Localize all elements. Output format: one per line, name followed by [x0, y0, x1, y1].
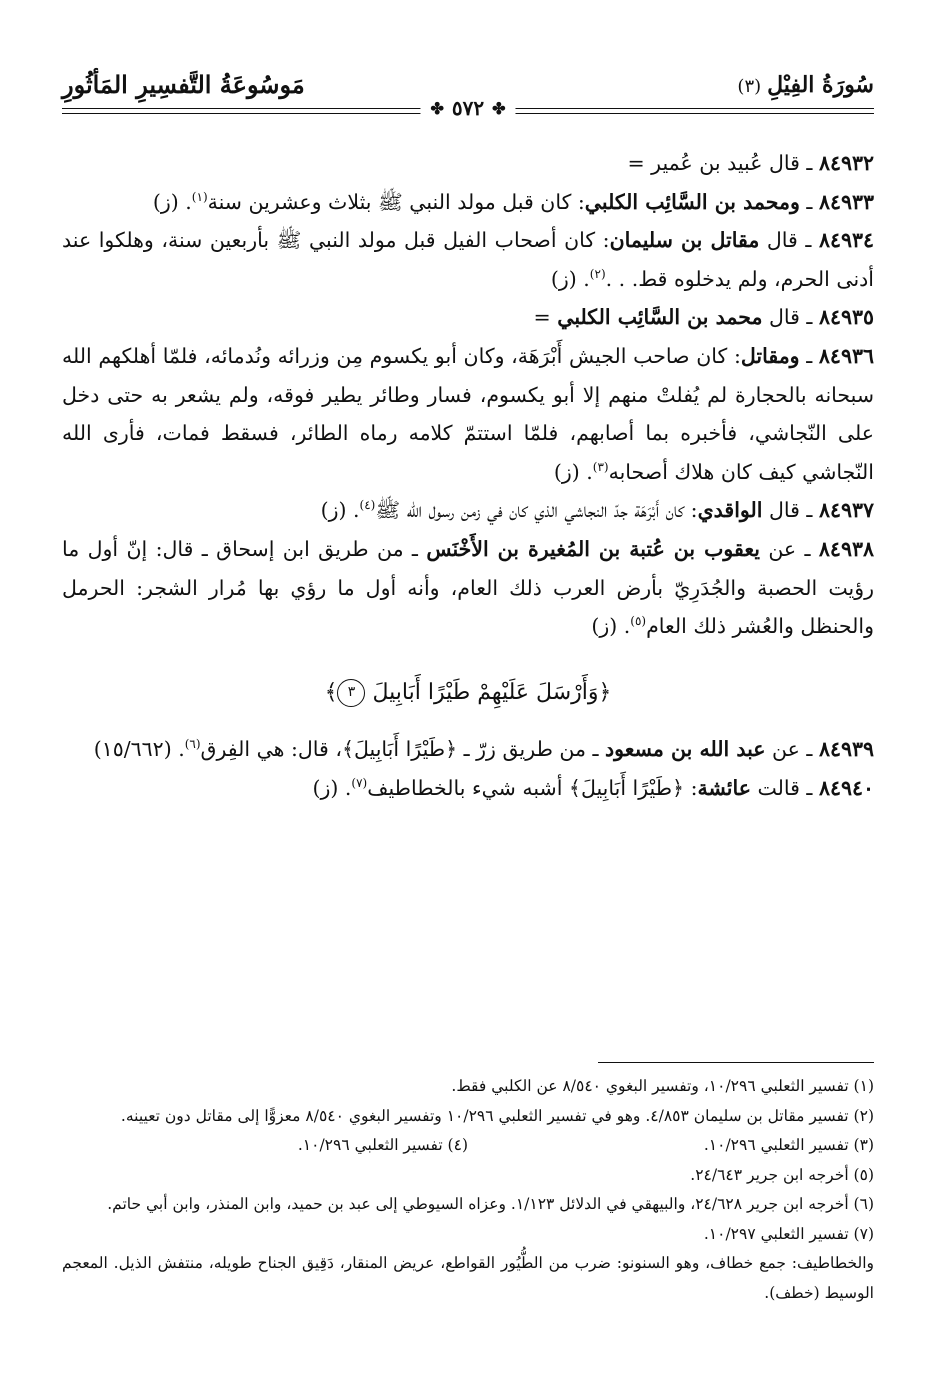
footnote: (٢) تفسير مقاتل بن سليمان ٤/٨٥٣. وهو في تفسير الثعلبي ١٠/٢٩٦ وتفسير البغوي ٨/٥٤٠ معزوًّا إلى مقاتل دون تعيينه.: [120, 1106, 874, 1125]
footnote-note: والخطاطيف: جمع خطاف، وهو السنونو: ضرب من الطُّيُور القواطع، عريض المنقار، دَقِيق الجناح طويله، منتفش الذيل. المعجم الوسيط (خطف).: [62, 1254, 874, 1302]
book-page: [62, 70, 874, 1350]
entry-number: ٨٤٩٣٨: [818, 536, 874, 561]
ornament-icon: ✤: [430, 98, 444, 118]
book-title: مَوسُوعَةُ التَّفسِيرِ المَأثُورِ: [62, 70, 305, 99]
entry-number: ٨٤٩٣٦: [818, 343, 874, 368]
entry: [62, 144, 874, 183]
narrator-name: ومقاتل: [740, 343, 800, 368]
source-mark: . (ز): [553, 459, 593, 484]
entry-text: =: [533, 305, 558, 330]
verse-ref: (٣): [737, 76, 762, 97]
footnote: (١) تفسير الثعلبي ١٠/٢٩٦، وتفسير البغوي ٨/٥٤٠ عن الكلبي فقط.: [451, 1077, 874, 1095]
entry-text: : كان قبل مولد النبي ﷺ بثلاث وعشرين سنة: [207, 189, 585, 214]
entry: [62, 491, 874, 530]
entry-prefix: ـ قال: [762, 305, 819, 330]
entry-prefix: ـ قال: [759, 228, 819, 253]
entry-text: : كان صاحب الجيش أَبْرَهَة، وكان أبو يكسوم مِن وزرائه ونُدمائه، فلمّا أهلكهم الله سبحانه بالحجارة لم يُفلتْ منهم إلا أبو يكسوم، فسار وطائر يطير فوقه، ولم يشعر به حتى دخل على النّجاشي، فأخبره بما أصابهم، فلمّا استتمّ كلامه رماه الطائر، فسقط فمات، فأرى الله النّجاشي كيف كان هلاك أصحابه: [62, 343, 874, 484]
footnote: (٦) أخرجه ابن جرير ٢٤/٦٢٨، والبيهقي في الدلائل ١/١٢٣. وعزاه السيوطي إلى عبد بن حميد، وابن المنذر، وابن أبي حاتم.: [107, 1195, 874, 1213]
source-mark: . (ز): [591, 614, 631, 639]
entry-text: : كان أصحاب الفيل قبل مولد النبي ﷺ بأربعين سنة، وهلكوا عند أدنى الحرم، ولم يدخلوه قط. . .: [62, 228, 874, 291]
footnote-pair: [62, 1131, 874, 1161]
source-mark: . (ز): [312, 775, 352, 800]
narrator-name: مقاتل بن سليمان: [609, 228, 760, 253]
verse-number-icon: ٣: [337, 679, 365, 707]
entry-prefix: ـ قال: [762, 151, 819, 175]
footnote-ref[interactable]: (٢): [589, 266, 606, 281]
entry-text: : ﴿طَيْرًا أَبَابِيلَ﴾ أشبه شيء بالخطاطيف: [367, 775, 698, 800]
entry-number: ٨٤٩٣٧: [818, 498, 874, 523]
source-mark: . (ز): [152, 189, 192, 214]
ornament-icon: ✤: [492, 98, 506, 118]
entry-text: ـ من طريق زرّ ـ ﴿طَيْرًا أَبَابِيلَ﴾، قال: هي الفِرق: [200, 737, 606, 762]
entry-text: : كان أَبْرَهَة جدّ النجاشي الذي كان في زمن رسول الله ﷺ: [375, 498, 698, 523]
narrator-name: الواقدي: [697, 498, 763, 523]
footnote-ref[interactable]: (١): [191, 189, 208, 204]
verse-text: ﴿وَأَرْسَلَ عَلَيْهِمْ طَيْرًا أَبَابِيلَ: [372, 679, 612, 705]
entry-text: عُبيد بن عُمير =: [627, 151, 763, 175]
entry-number: ٨٤٩٤٠: [818, 775, 874, 800]
footnote-separator: [598, 1062, 874, 1063]
footnote-ref[interactable]: (٧): [351, 776, 368, 791]
entry: [62, 337, 874, 491]
footnote-ref[interactable]: (٦): [184, 737, 201, 752]
narrator-name: عبد الله بن مسعود: [605, 737, 766, 762]
entry: [62, 298, 874, 337]
footnote-ref[interactable]: (٥): [630, 614, 647, 629]
entry-prefix: ـ: [799, 343, 819, 368]
footnote: (٣) تفسير الثعلبي ١٠/٢٩٦.: [703, 1136, 874, 1154]
entry-text: ـ من طريق ابن إسحاق ـ قال: إنّ أول ما رؤيت الحصبة والجُدَرِيّ بأرض العرب ذلك العام، وأنه أول ما رؤي بها مُرار الشجر: الحرمل والحنظل والعُشر ذلك العام: [62, 536, 874, 639]
footnote: (٧) تفسير الثعلبي ١٠/٢٩٧.: [703, 1224, 874, 1243]
quran-verse: [62, 674, 874, 713]
narrator-name: عائشة: [697, 775, 751, 800]
footnotes: [62, 1072, 874, 1308]
main-text: [62, 144, 874, 808]
entry-prefix: ـ: [799, 189, 819, 214]
source-mark: . (ز): [320, 498, 360, 523]
entry-prefix: ـ عن: [759, 536, 819, 561]
entry-prefix: ـ عن: [765, 737, 819, 762]
narrator-name: محمد بن السَّائِب الكلبي: [557, 305, 763, 330]
verse-close-bracket: ﴾: [324, 679, 338, 705]
entry-prefix: ـ قال: [762, 498, 819, 523]
source-mark: . (ز): [550, 266, 590, 291]
entry: [62, 530, 874, 646]
entry-number: ٨٤٩٣٣: [818, 189, 874, 214]
entry: [62, 221, 874, 298]
entry-prefix: ـ قالت: [750, 775, 819, 800]
entry: [62, 769, 874, 808]
source-mark: . (١٥/٦٦٢): [93, 737, 185, 762]
footnote-ref[interactable]: (٣): [592, 459, 609, 474]
entry-number: ٨٤٩٣٥: [818, 305, 874, 330]
entry-number: ٨٤٩٣٢: [818, 151, 874, 175]
narrator-name: ومحمد بن السَّائِب الكلبي: [584, 189, 800, 214]
page-number: ٥٧٢: [451, 96, 485, 120]
surah-heading: [737, 72, 874, 98]
footnote: (٤) تفسير الثعلبي ١٠/٢٩٦.: [297, 1136, 468, 1154]
page-header: [62, 70, 874, 120]
surah-title: سُورَةُ الفِيْلِ: [767, 72, 874, 98]
entry-number: ٨٤٩٣٩: [818, 737, 874, 762]
footnote-ref[interactable]: (٤): [359, 498, 376, 513]
footnote: (٥) أخرجه ابن جرير ٢٤/٦٤٣.: [690, 1165, 874, 1184]
entry: [62, 730, 874, 769]
entry: [62, 183, 874, 222]
entry-number: ٨٤٩٣٤: [818, 228, 875, 253]
page-number-box: [420, 96, 515, 120]
narrator-name: يعقوب بن عُتبة بن المُغيرة بن الأَخْنَس: [426, 536, 760, 561]
